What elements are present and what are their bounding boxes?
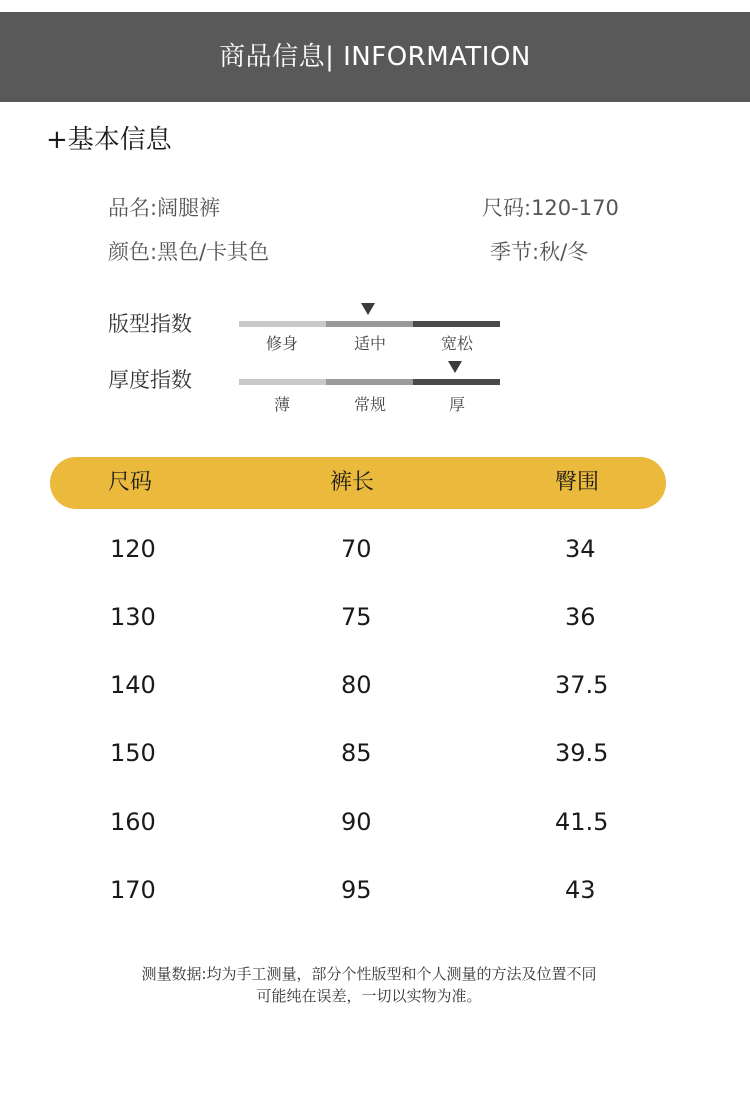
table-cell-size: 150 <box>110 739 156 767</box>
table-cell-hip: 41.5 <box>555 808 609 836</box>
thickness-index-label: 厚度指数 <box>108 368 192 392</box>
fit-scale-segment-1 <box>239 321 326 327</box>
table-cell-size: 170 <box>110 876 156 904</box>
table-cell-hip: 37.5 <box>555 671 609 699</box>
table-cell-length: 85 <box>341 739 372 767</box>
fit-option-slim: 修身 <box>265 334 298 353</box>
table-cell-size: 120 <box>110 535 156 563</box>
column-header-length: 裤长 <box>330 470 375 495</box>
measurement-note-line-2: 可能纯在误差，一切以实物为准。 <box>256 987 482 1005</box>
fit-option-regular: 适中 <box>353 334 386 353</box>
table-cell-size: 130 <box>110 603 156 631</box>
table-cell-hip: 34 <box>565 535 596 563</box>
table-cell-hip: 36 <box>565 603 596 631</box>
thickness-scale-segment-1 <box>239 379 326 385</box>
column-header-size: 尺码 <box>108 470 153 495</box>
table-cell-length: 80 <box>341 671 372 699</box>
table-cell-hip: 43 <box>565 876 596 904</box>
table-cell-length: 95 <box>341 876 372 904</box>
fit-scale-segment-3 <box>413 321 500 327</box>
section-title-basic-info: +基本信息 <box>46 125 172 155</box>
fit-option-loose: 宽松 <box>440 334 473 353</box>
table-cell-length: 75 <box>341 603 372 631</box>
product-season: 季节:秋/冬 <box>490 240 589 264</box>
fit-index-marker <box>361 303 375 315</box>
measurement-note-line-1: 测量数据:均为手工测量，部分个性版型和个人测量的方法及位置不同 <box>141 965 597 983</box>
thickness-option-thick: 厚 <box>448 395 465 414</box>
thickness-index-marker <box>448 361 462 373</box>
thickness-option-thin: 薄 <box>273 395 290 414</box>
thickness-option-regular: 常规 <box>353 395 386 414</box>
fit-scale-segment-2 <box>326 321 413 327</box>
product-name: 品名:阔腿裤 <box>108 196 221 220</box>
table-cell-length: 70 <box>341 535 372 563</box>
header-title: 商品信息| INFORMATION <box>219 42 531 72</box>
table-cell-size: 160 <box>110 808 156 836</box>
table-cell-hip: 39.5 <box>555 739 609 767</box>
thickness-scale-segment-3 <box>413 379 500 385</box>
table-cell-length: 90 <box>341 808 372 836</box>
table-cell-size: 140 <box>110 671 156 699</box>
column-header-hip: 臀围 <box>555 470 600 495</box>
size-range: 尺码:120-170 <box>482 196 619 220</box>
product-color: 颜色:黑色/卡其色 <box>108 240 270 264</box>
thickness-scale-segment-2 <box>326 379 413 385</box>
fit-index-label: 版型指数 <box>108 312 192 336</box>
